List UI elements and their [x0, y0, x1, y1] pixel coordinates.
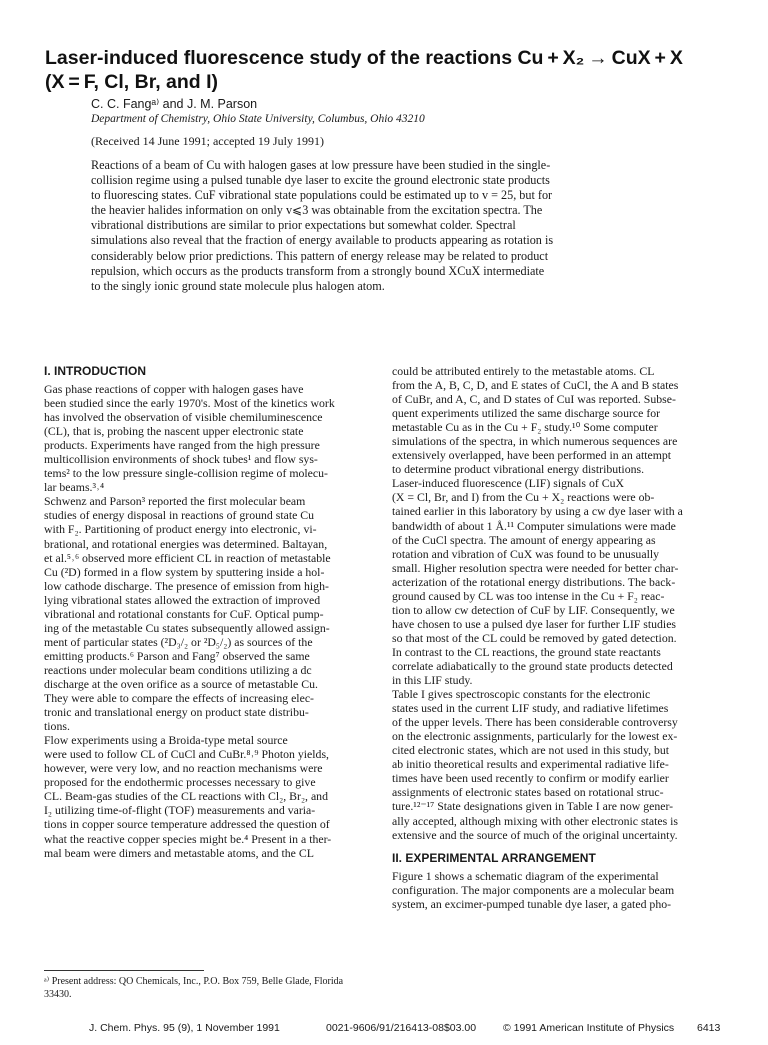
text-line: been studied since the early 1970's. Most of the kinetics work	[44, 396, 335, 411]
text-line: tronic and translational energy on product state distribu-	[44, 705, 309, 720]
text-line: of CuBr, and A, C, and D states of CuI was reported. Subse-	[392, 392, 676, 407]
footer-copyright: © 1991 American Institute of Physics	[503, 1022, 675, 1034]
text-line: lar beams.³˒⁴	[44, 480, 105, 495]
text-line: ab initio theoretical results and experimental radiative life-	[392, 757, 669, 772]
text-line: (CL), that is, probing the nascent upper electronic state	[44, 424, 304, 439]
footer-article-code: 0021-9606/91/216413-08$03.00	[326, 1022, 477, 1034]
text-line: of the CuCl spectra. The amount of energy appearing as	[392, 532, 656, 547]
text-line: in this LIF study.	[392, 673, 473, 688]
text-line: considerably below prior predictions. This pattern of energy release may be related to product	[91, 248, 549, 263]
text-line: tions.	[44, 719, 70, 734]
footnote	[44, 975, 383, 1001]
text-line: discharge at the oven orifice as a source of metastable Cu.	[44, 676, 318, 691]
text-line: brational, and rotational energies was determined. Baltayan,	[44, 536, 328, 551]
text-line: Figure 1 shows a schematic diagram of the experimental	[392, 868, 659, 883]
text-line: Laser-induced fluorescence (LIF) signals of CuX	[392, 476, 625, 491]
text-line: ᵃ⁾ Present address: QO Chemicals, Inc., P.O. Box 759, Belle Glade, Florida	[44, 976, 344, 987]
text-line: correlate adiabatically to the ground state products detected	[392, 658, 673, 673]
text-line: tained earlier in this laboratory by using a cw dye laser with a	[392, 504, 683, 519]
text-line: from the A, B, C, D, and E states of CuCl, the A and B states	[392, 378, 679, 393]
received-date: (Received 14 June 1991; accepted 19 July 1991)	[91, 134, 324, 148]
left-column	[44, 364, 383, 860]
text-line: proposed for the endothermic processes necessary to give	[44, 775, 316, 790]
text-line: emitting products.⁶ Parson and Fang⁷ observed the same	[44, 648, 310, 663]
abstract	[91, 158, 681, 294]
text-line: bandwidth of about 1 Å.¹¹ Computer simulations were made	[392, 518, 676, 533]
text-line: small. Higher resolution spectra were needed for better char-	[392, 560, 679, 575]
text-line: products. Experiments have ranged from the high pressure	[44, 438, 320, 453]
text-line: to the singly ionic ground state molecule plus halogen atom.	[91, 278, 385, 293]
text-line: (X = Cl, Br, and I) from the Cu + X₂ reactions were ob-	[392, 490, 655, 505]
text-line: of the upper levels. There has been considerable controversy	[392, 715, 678, 730]
text-line: mal beam were dimers and metastable atoms, and the CL	[44, 845, 314, 860]
text-line: could be attributed entirely to the metastable atoms. CL	[392, 364, 655, 378]
text-line: times have been used recently to confirm or modify earlier	[392, 771, 669, 786]
text-line: Reactions of a beam of Cu with halogen gases at low pressure have been studied in the single-	[91, 158, 551, 172]
text-line: ground caused by CL was too intense in the Cu + F₂ reac-	[392, 588, 665, 603]
right-column	[392, 364, 731, 911]
text-line: ally accepted, although mixing with other electronic states is	[392, 813, 678, 828]
text-line: vibrational distributions are similar to prior expectations but somewhat colder. Spectral	[91, 218, 516, 233]
article-title	[45, 46, 735, 94]
text-line: low cathode discharge. The presence of emission from high-	[44, 578, 329, 593]
text-line: Gas phase reactions of copper with halogen gases have	[44, 382, 304, 396]
text-line: tems² to the low pressure single-collision regime of molecu-	[44, 466, 328, 481]
affiliation: Department of Chemistry, Ohio State University, Columbus, Ohio 43210	[91, 113, 425, 125]
footnote-divider	[44, 970, 204, 971]
text-line: repulsion, which occurs as the products transform from a strongly bound XCuX intermediate	[91, 263, 545, 278]
text-line: reactions under molecular beam conditions utilizing a dc	[44, 662, 312, 677]
text-line: et al.⁵˒⁶ observed more efficient CL in reaction of metastable	[44, 550, 331, 565]
text-line: multicollision environments of shock tubes¹ and flow sys-	[44, 452, 318, 467]
text-line: have chosen to use a pulsed dye laser for further LIF studies	[392, 616, 677, 631]
text-line: ture.¹²⁻¹⁷ State designations given in Table I are now gener-	[392, 799, 674, 814]
text-line: system, an excimer-pumped tunable dye laser, a gated pho-	[392, 896, 672, 911]
title-line: Laser-induced fluorescence study of the reactions Cu + X₂ → CuX + X	[45, 47, 683, 69]
text-line: acterization of the rotational energy distributions. The back-	[392, 574, 676, 589]
text-line: Flow experiments using a Broida-type metal source	[44, 733, 288, 748]
text-line: Table I gives spectroscopic constants for the electronic	[392, 687, 651, 702]
text-line: rotation and vibration of CuX was found to be unusually	[392, 546, 660, 561]
title-line: (X = F, Cl, Br, and I)	[45, 71, 219, 93]
section-heading-experimental: II. EXPERIMENTAL ARRANGEMENT	[392, 850, 596, 865]
text-line: CL. Beam-gas studies of the CL reactions with Cl₂, Br₂, and	[44, 789, 328, 804]
text-line: to determine product vibrational energy distributions.	[392, 462, 645, 477]
text-line: extensive and the source of much of the original uncertainty.	[392, 827, 678, 842]
text-line: assignments of electronic states based on rotational struc-	[392, 785, 664, 800]
page-number: 6413	[697, 1022, 721, 1034]
text-line: Schwenz and Parson³ reported the first molecular beam	[44, 494, 306, 509]
text-line: to fluorescing states. CuF vibrational state populations could be estimated up to v = 25, but for	[91, 188, 553, 203]
section-heading-introduction: I. INTRODUCTION	[44, 364, 146, 378]
author-list: C. C. Fangᵃ⁾ and J. M. Parson	[91, 97, 258, 111]
text-line: I₂ utilizing time-of-flight (TOF) measurements and varia-	[44, 803, 316, 818]
text-line: collision regime using a pulsed tunable dye laser to excite the ground electronic state products	[91, 173, 550, 188]
text-line: simulations of the spectra, in which numerous sequences are	[392, 434, 678, 449]
text-line: on the electronic assignments, particularly for the lowest ex-	[392, 729, 678, 744]
text-line: lying vibrational states allowed the extraction of improved	[44, 592, 321, 607]
text-line: extensively overlapped, have been performed in an attempt	[392, 448, 672, 463]
text-line: tions in copper source temperature addressed the question of	[44, 817, 330, 832]
text-line: configuration. The major components are a molecular beam	[392, 882, 675, 897]
text-line: cited electronic states, which are not used in this study, but	[392, 743, 670, 758]
text-line: states used in the current LIF study, and radiative lifetimes	[392, 701, 669, 716]
text-line: Cu (²D) formed in a flow system by sputtering inside a hol-	[44, 564, 325, 579]
text-line: 33430.	[44, 989, 72, 1000]
introduction-text	[44, 382, 383, 860]
text-line: metastable Cu as in the Cu + F₂ study.¹⁰ Some computer	[392, 420, 658, 435]
introduction-continued-text	[392, 364, 731, 842]
text-line: so that most of the CL could be removed by gated detection.	[392, 630, 677, 645]
text-line: vibrational and rotational constants for CuF. Optical pump-	[44, 606, 324, 621]
text-line: studies of energy disposal in reactions of ground state Cu	[44, 508, 315, 523]
text-line: the heavier halides information on only v⩽3 was obtainable from the excitation spectra. The	[91, 203, 543, 218]
text-line: with F₂. Partitioning of product energy into electronic, vi-	[44, 522, 317, 537]
text-line: ing of the metastable Cu states subsequently allowed assign-	[44, 620, 330, 635]
text-line: tion to allow cw detection of CuF by LIF. Consequently, we	[392, 602, 675, 617]
text-line: simulations also reveal that the fraction of energy available to products appearing as rotation is	[91, 233, 554, 248]
text-line: however, were very low, and no reaction mechanisms were	[44, 761, 323, 776]
text-line: has involved the observation of visible chemiluminescence	[44, 410, 323, 425]
footer-journal-citation: J. Chem. Phys. 95 (9), 1 November 1991	[89, 1022, 280, 1034]
text-line: In contrast to the CL reactions, the ground state reactants	[392, 644, 661, 659]
text-line: were used to follow CL of CuCl and CuBr.⁸˒⁹ Photon yields,	[44, 747, 329, 762]
text-line: what the reactive copper species might be.⁴ Present in a ther-	[44, 831, 332, 846]
text-line: They were able to compare the effects of increasing elec-	[44, 691, 314, 706]
text-line: quent experiments utilized the same discharge source for	[392, 406, 661, 421]
text-line: ment of particular states (²D₃/₂ or ²D₅/₂) as sources of the	[44, 634, 313, 649]
experimental-text	[392, 869, 731, 911]
